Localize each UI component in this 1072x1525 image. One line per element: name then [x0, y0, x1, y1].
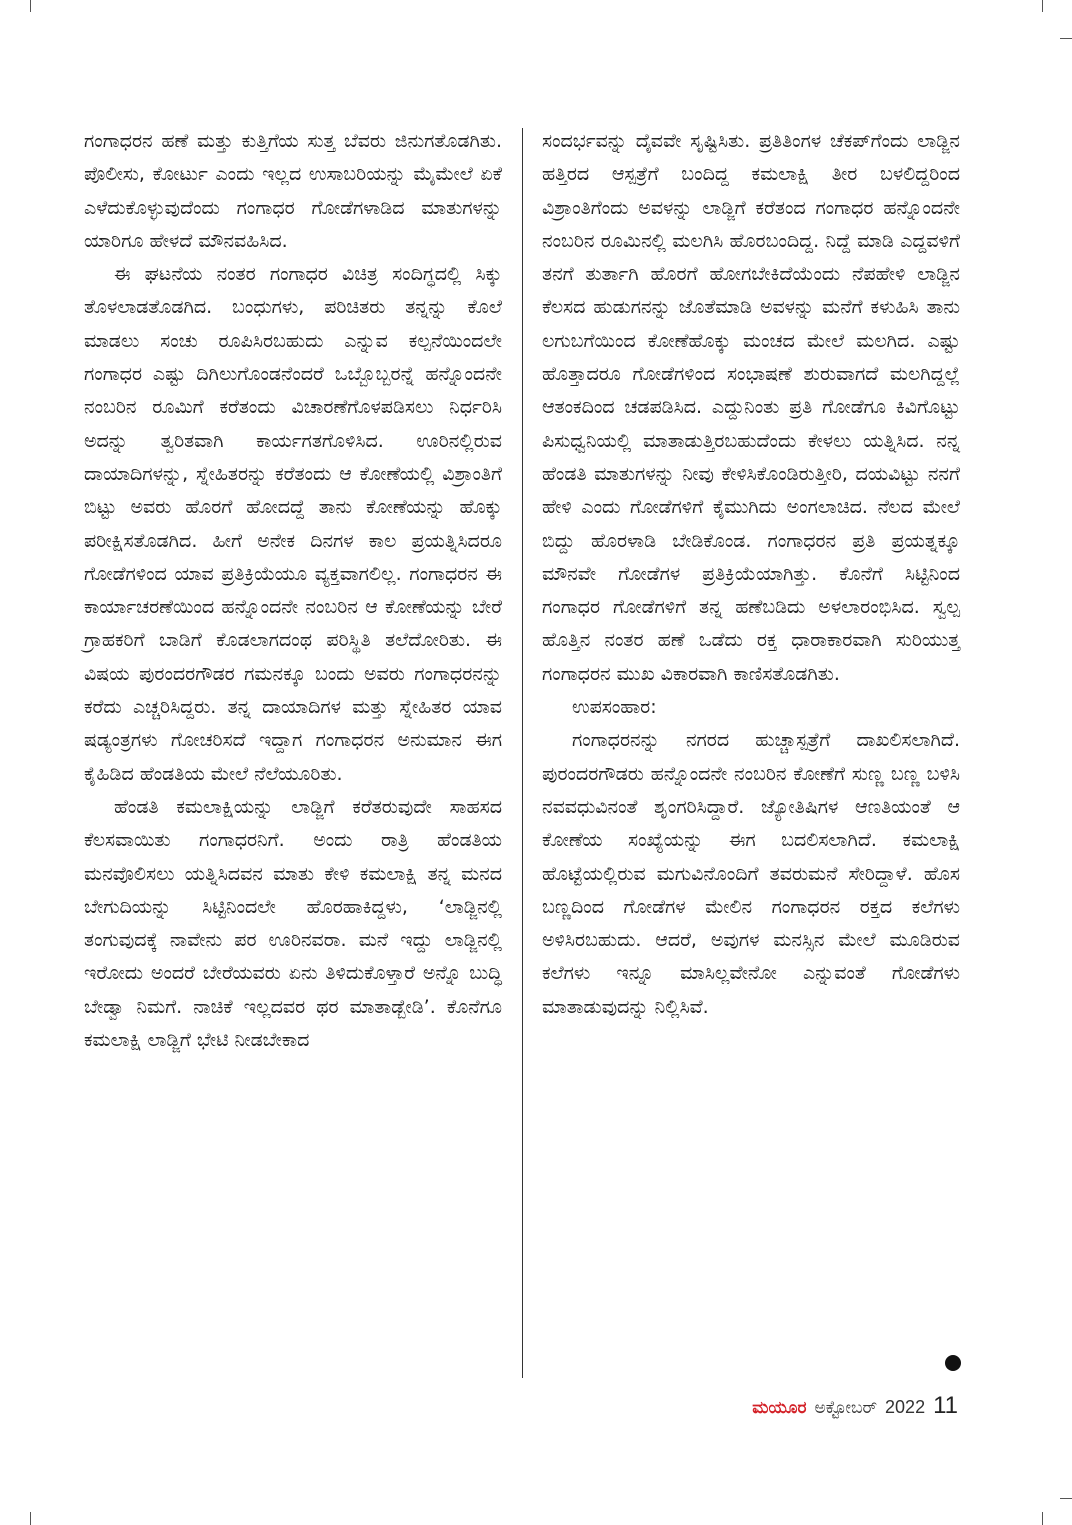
paragraph: ಗಂಗಾಧರನನ್ನು ನಗರದ ಹುಚ್ಚಾಸ್ಪತ್ರೆಗೆ ದಾಖಲಿಸಲಾಗಿದೆ. ಪುರಂದರಗೌಡರು ಹನ್ನೊಂದನೇ ನಂಬರಿನ ಕೋಣೆಗೆ ಸುಣ್ಣ ಬಣ್ಣ ಬಳಿಸಿ ನವವಧುವಿನಂತೆ ಶೃಂಗರಿಸಿದ್ದಾರೆ. ಜ್ಯೋತಿಷಿಗಳ ಆಣತಿಯಂತೆ ಆ ಕೋಣೆಯ ಸಂಖ್ಯೆಯನ್ನು ಈಗ ಬದಲಿಸಲಾಗಿದೆ. ಕಮಲಾಕ್ಷಿ ಹೊಟ್ಟೆಯಲ್ಲಿರುವ ಮಗುವಿನೊಂದಿಗೆ ತವರುಮನೆ ಸೇರಿದ್ದಾಳೆ. ಹೊಸ ಬಣ್ಣದಿಂದ ಗೋಡೆಗಳ ಮೇಲಿನ ಗಂಗಾಧರನ ರಕ್ತದ ಕಲೆಗಳು ಅಳಿಸಿರಬಹುದು. ಆದರೆ, ಅವುಗಳ ಮನಸ್ಸಿನ ಮೇಲೆ ಮೂಡಿರುವ ಕಲೆಗಳು ಇನ್ನೂ ಮಾಸಿಲ್ಲವೇನೋ ಎನ್ನುವಂತೆ ಗೋಡೆಗಳು ಮಾತಾಡುವುದನ್ನು ನಿಲ್ಲಿಸಿವೆ.	[542, 729, 960, 1018]
page-number: 11	[933, 1392, 958, 1419]
paragraph: ಈ ಘಟನೆಯ ನಂತರ ಗಂಗಾಧರ ವಿಚಿತ್ರ ಸಂದಿಗ್ಧದಲ್ಲಿ ಸಿಕ್ಕು ತೊಳಲಾಡತೊಡಗಿದ. ಬಂಧುಗಳು, ಪರಿಚಿತರು ತನ್ನನ್ನು ಕೊಲೆ ಮಾಡಲು ಸಂಚು ರೂಪಿಸಿರಬಹುದು ಎನ್ನುವ ಕಲ್ಪನೆಯಿಂದಲೇ ಗಂಗಾಧರ ಎಷ್ಟು ದಿಗಿಲುಗೊಂಡನೆಂದರೆ ಒಬ್ಬೊಬ್ಬರನ್ನೆ ಹನ್ನೊಂದನೇ ನಂಬರಿನ ರೂಮಿಗೆ ಕರೆತಂದು ವಿಚಾರಣೆಗೊಳಪಡಿಸಲು ನಿರ್ಧರಿಸಿ ಅದನ್ನು ತ್ವರಿತವಾಗಿ ಕಾರ್ಯಗತಗೊಳಿಸಿದ. ಊರಿನಲ್ಲಿರುವ ದಾಯಾದಿಗಳನ್ನು, ಸ್ನೇಹಿತರನ್ನು ಕರೆತಂದು ಆ ಕೋಣೆಯಲ್ಲಿ ವಿಶ್ರಾಂತಿಗೆ ಬಿಟ್ಟು ಅವರು ಹೊರಗೆ ಹೋದದ್ದೆ ತಾನು ಕೋಣೆಯನ್ನು ಹೊಕ್ಕು ಪರೀಕ್ಷಿಸತೊಡಗಿದ. ಹೀಗೆ ಅನೇಕ ದಿನಗಳ ಕಾಲ ಪ್ರಯತ್ನಿಸಿದರೂ ಗೋಡೆಗಳಿಂದ ಯಾವ ಪ್ರತಿಕ್ರಿಯೆಯೂ ವ್ಯಕ್ತವಾಗಲಿಲ್ಲ. ಗಂಗಾಧರನ ಈ ಕಾರ್ಯಾಚರಣೆಯಿಂದ ಹನ್ನೊಂದನೇ ನಂಬರಿನ ಆ ಕೋಣೆಯನ್ನು ಬೇರೆ ಗ್ರಾಹಕರಿಗೆ ಬಾಡಿಗೆ ಕೊಡಲಾಗದಂಥ ಪರಿಸ್ಥಿತಿ ತಲೆದೋರಿತು. ಈ ವಿಷಯ ಪುರಂದರಗೌಡರ ಗಮನಕ್ಕೂ ಬಂದು ಅವರು ಗಂಗಾಧರನನ್ನು ಕರೆದು ಎಚ್ಚರಿಸಿದ್ದರು. ತನ್ನ ದಾಯಾದಿಗಳ ಮತ್ತು ಸ್ನೇಹಿತರ ಯಾವ ಷಡ್ಯಂತ್ರಗಳು ಗೋಚರಿಸದೆ ಇದ್ದಾಗ ಗಂಗಾಧರನ ಅನುಮಾನ ಈಗ ಕೈಹಿಡಿದ ಹೆಂಡತಿಯ ಮೇಲೆ ನೆಲೆಯೂರಿತು.	[84, 263, 502, 785]
section-heading: ಉಪಸಂಹಾರ:	[572, 696, 657, 719]
paragraph: ಹೆಂಡತಿ ಕಮಲಾಕ್ಷಿಯನ್ನು ಲಾಡ್ಜಿಗೆ ಕರೆತರುವುದೇ ಸಾಹಸದ ಕೆಲಸವಾಯಿತು ಗಂಗಾಧರನಿಗೆ. ಅಂದು ರಾತ್ರಿ ಹೆಂಡತಿಯ ಮನವೊಲಿಸಲು ಯತ್ನಿಸಿದವನ ಮಾತು ಕೇಳಿ ಕಮಲಾಕ್ಷಿ ತನ್ನ ಮನದ ಬೇಗುದಿಯನ್ನು ಸಿಟ್ಟಿನಿಂದಲೇ ಹೊರಹಾಕಿದ್ದಳು, ‘ಲಾಡ್ಜಿನಲ್ಲಿ ತಂಗುವುದಕ್ಕೆ ನಾವೇನು ಪರ ಊರಿನವರಾ. ಮನೆ ಇದ್ದು ಲಾಡ್ಜಿನಲ್ಲಿ ಇರೋದು ಅಂದರೆ ಬೇರೆಯವರು ಏನು ತಿಳಿದುಕೊಳ್ತಾರೆ ಅನ್ನೊ ಬುದ್ಧಿ ಬೇಡ್ವಾ ನಿಮಗೆ. ನಾಚಿಕೆ ಇಲ್ಲದವರ ಥರ ಮಾತಾಡ್ಬೇಡಿ’. ಕೊನೆಗೂ ಕಮಲಾಕ್ಷಿ ಲಾಡ್ಜಿಗೆ ಭೇಟಿ ನೀಡಬೇಕಾದ	[84, 795, 502, 1052]
end-of-story-bullet	[945, 1355, 961, 1371]
column-divider	[522, 128, 523, 1378]
paragraph: ಸಂದರ್ಭವನ್ನು ದೈವವೇ ಸೃಷ್ಟಿಸಿತು. ಪ್ರತಿತಿಂಗಳ ಚೆಕಪ್‌ಗೆಂದು ಲಾಡ್ಜಿನ ಹತ್ತಿರದ ಆಸ್ಪತ್ರೆಗೆ ಬಂದಿದ್ದ ಕಮಲಾಕ್ಷಿ ತೀರ ಬಳಲಿದ್ದರಿಂದ ವಿಶ್ರಾಂತಿಗೆಂದು ಅವಳನ್ನು ಲಾಡ್ಜಿಗೆ ಕರೆತಂದ ಗಂಗಾಧರ ಹನ್ನೊಂದನೇ ನಂಬರಿನ ರೂಮಿನಲ್ಲಿ ಮಲಗಿಸಿ ಹೊರಬಂದಿದ್ದ. ನಿದ್ದೆ ಮಾಡಿ ಎದ್ದವಳಿಗೆ ತನಗೆ ತುರ್ತಾಗಿ ಹೊರಗೆ ಹೋಗಬೇಕಿದೆಯೆಂದು ನೆಪಹೇಳಿ ಲಾಡ್ಜಿನ ಕೆಲಸದ ಹುಡುಗನನ್ನು ಜೊತೆಮಾಡಿ ಅವಳನ್ನು ಮನೆಗೆ ಕಳುಹಿಸಿ ತಾನು ಲಗುಬಗೆಯಿಂದ ಕೋಣೆಹೊಕ್ಕು ಮಂಚದ ಮೇಲೆ ಮಲಗಿದ. ಎಷ್ಟು ಹೊತ್ತಾದರೂ ಗೋಡೆಗಳಿಂದ ಸಂಭಾಷಣೆ ಶುರುವಾಗದೆ ಮಲಗಿದ್ದಲ್ಲೆ ಆತಂಕದಿಂದ ಚಡಪಡಿಸಿದ. ಎದ್ದುನಿಂತು ಪ್ರತಿ ಗೋಡೆಗೂ ಕಿವಿಗೊಟ್ಟು ಪಿಸುಧ್ವನಿಯಲ್ಲಿ ಮಾತಾಡುತ್ತಿರಬಹುದೆಂದು ಕೇಳಲು ಯತ್ನಿಸಿದ. ನನ್ನ ಹೆಂಡತಿ ಮಾತುಗಳನ್ನು ನೀವು ಕೇಳಿಸಿಕೊಂಡಿರುತ್ತೀರಿ, ದಯವಿಟ್ಟು ನನಗೆ ಹೇಳಿ ಎಂದು ಗೋಡೆಗಳಿಗೆ ಕೈಮುಗಿದು ಅಂಗಲಾಚಿದ. ನೆಲದ ಮೇಲೆ ಬಿದ್ದು ಹೊರಳಾಡಿ ಬೇಡಿಕೊಂಡ. ಗಂಗಾಧರನ ಪ್ರತಿ ಪ್ರಯತ್ನಕ್ಕೂ ಮೌನವೇ ಗೋಡೆಗಳ ಪ್ರತಿಕ್ರಿಯೆಯಾಗಿತ್ತು. ಕೊನೆಗೆ ಸಿಟ್ಟಿನಿಂದ ಗಂಗಾಧರ ಗೋಡೆಗಳಿಗೆ ತನ್ನ ಹಣೆಬಡಿದು ಅಳಲಾರಂಭಿಸಿದ. ಸ್ವಲ್ಪ ಹೊತ್ತಿನ ನಂತರ ಹಣೆ ಒಡೆದು ರಕ್ತ ಧಾರಾಕಾರವಾಗಿ ಸುರಿಯುತ್ತ ಗಂಗಾಧರನ ಮುಖ ವಿಕಾರವಾಗಿ ಕಾಣಿಸತೊಡಗಿತು.	[542, 130, 960, 685]
right-column	[542, 125, 960, 1024]
footer-year: 2022	[885, 1397, 926, 1417]
crop-mark-right-lower	[1060, 1498, 1072, 1499]
crop-mark-bottom-right	[1042, 1512, 1043, 1525]
crop-mark-top-left	[30, 0, 31, 12]
crop-mark-bottom-left	[30, 1512, 31, 1525]
magazine-logo: ಮಯೂರ	[752, 1398, 807, 1418]
footer-month: ಅಕ್ಟೋಬರ್	[814, 1398, 878, 1418]
crop-mark-top-right	[1042, 0, 1043, 12]
paragraph: ಗಂಗಾಧರನ ಹಣೆ ಮತ್ತು ಕುತ್ತಿಗೆಯ ಸುತ್ತ ಬೆವರು ಜಿನುಗತೊಡಗಿತು. ಪೊಲೀಸು, ಕೋರ್ಟು ಎಂದು ಇಲ್ಲದ ಉಸಾಬರಿಯನ್ನು ಮೈಮೇಲೆ ಏಕೆ ಎಳೆದುಕೊಳ್ಳುವುದೆಂದು ಗಂಗಾಧರ ಗೋಡೆಗಳಾಡಿದ ಮಾತುಗಳನ್ನು ಯಾರಿಗೂ ಹೇಳದೆ ಮೌನವಹಿಸಿದ.	[84, 130, 502, 252]
crop-mark-right-upper	[1060, 38, 1072, 39]
left-column	[84, 125, 502, 1057]
page-footer	[752, 1392, 958, 1432]
